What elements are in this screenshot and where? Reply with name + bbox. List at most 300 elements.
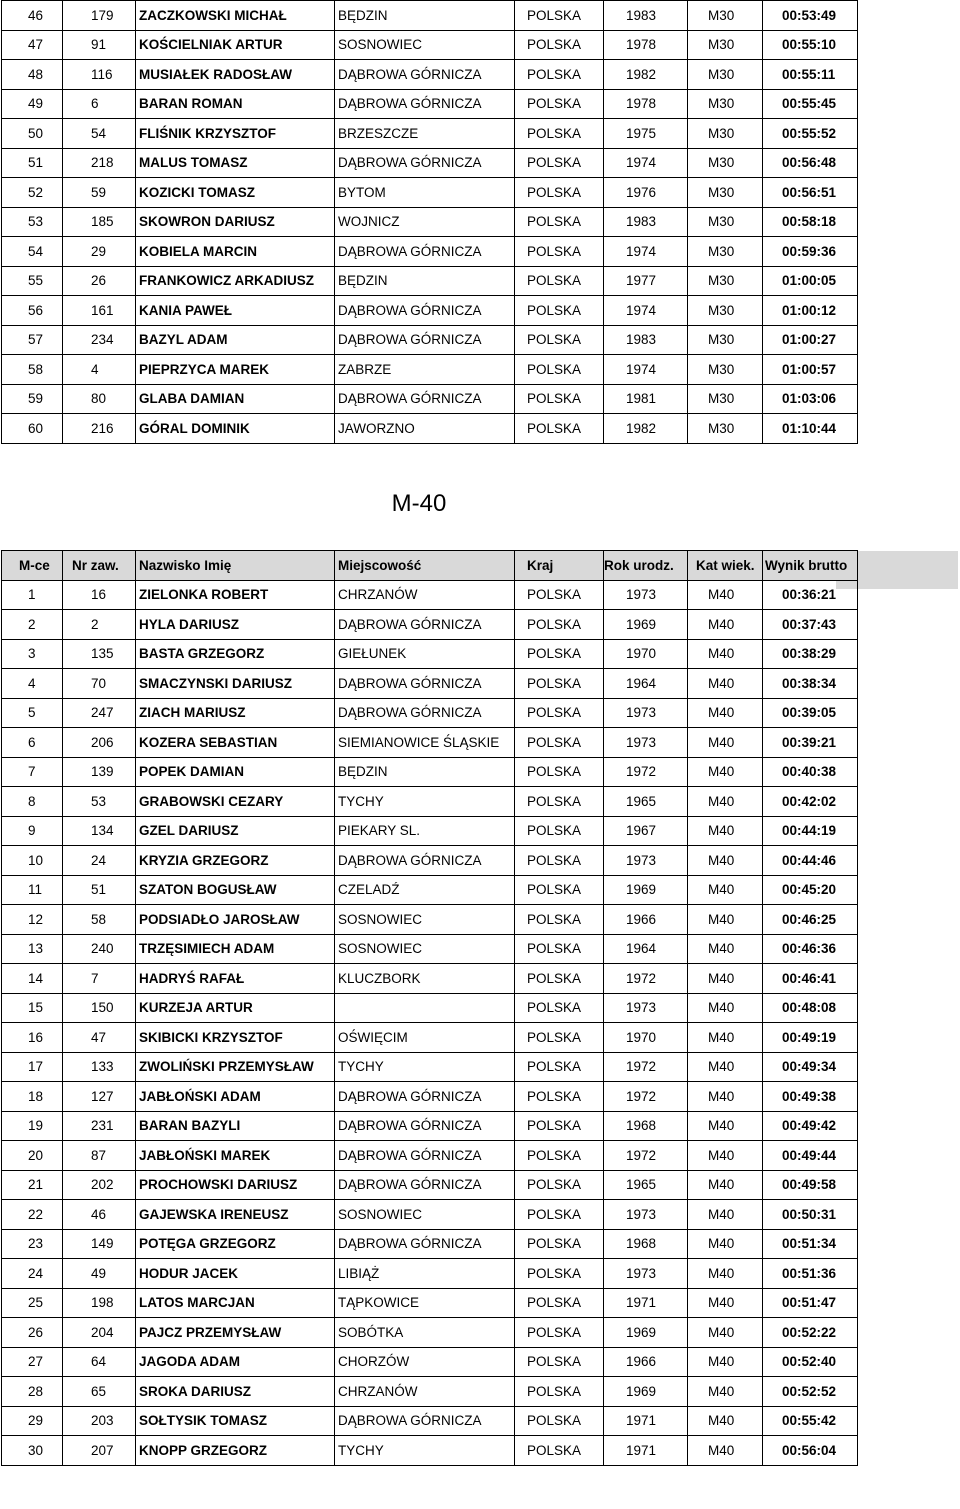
cell-place: 52 <box>2 178 63 208</box>
cell-category: M40 <box>688 787 763 817</box>
cell-country: POLSKA <box>515 1200 604 1230</box>
cell-place: 3 <box>2 639 63 669</box>
results-table-m30-body <box>2 1 858 444</box>
cell-number: 70 <box>63 669 136 699</box>
cell-name: HADRYŚ RAFAŁ <box>136 964 335 994</box>
cell-birth-year: 1971 <box>604 1406 688 1436</box>
cell-city: DĄBROWA GÓRNICZA <box>335 1141 515 1171</box>
cell-category: M30 <box>688 89 763 119</box>
table-row <box>2 119 858 149</box>
table-row <box>2 728 858 758</box>
cell-birth-year: 1971 <box>604 1436 688 1466</box>
cell-category: M40 <box>688 1229 763 1259</box>
cell-country: POLSKA <box>515 1377 604 1407</box>
cell-name: GLABA DAMIAN <box>136 384 335 414</box>
cell-category: M40 <box>688 1347 763 1377</box>
cell-name: SROKA DARIUSZ <box>136 1377 335 1407</box>
cell-country: POLSKA <box>515 934 604 964</box>
cell-city: SOSNOWIEC <box>335 1200 515 1230</box>
cell-time: 00:48:08 <box>763 993 858 1023</box>
cell-name: GZEL DARIUSZ <box>136 816 335 846</box>
table-row <box>2 1318 858 1348</box>
cell-time: 00:49:34 <box>763 1052 858 1082</box>
cell-country: POLSKA <box>515 1141 604 1171</box>
cell-category: M30 <box>688 266 763 296</box>
cell-place: 56 <box>2 296 63 326</box>
cell-category: M40 <box>688 1288 763 1318</box>
cell-number: 185 <box>63 207 136 237</box>
table-row <box>2 1200 858 1230</box>
cell-place: 19 <box>2 1111 63 1141</box>
table-row <box>2 384 858 414</box>
cell-birth-year: 1973 <box>604 1259 688 1289</box>
cell-country: POLSKA <box>515 1170 604 1200</box>
cell-city: WOJNICZ <box>335 207 515 237</box>
cell-category: M30 <box>688 178 763 208</box>
cell-birth-year: 1973 <box>604 993 688 1023</box>
table-row <box>2 1023 858 1053</box>
cell-category: M40 <box>688 698 763 728</box>
table-row <box>2 1347 858 1377</box>
table-row <box>2 1052 858 1082</box>
cell-category: M40 <box>688 905 763 935</box>
cell-name: KRYZIA GRZEGORZ <box>136 846 335 876</box>
cell-birth-year: 1969 <box>604 1377 688 1407</box>
cell-time: 00:55:10 <box>763 30 858 60</box>
cell-name: PIEPRZYCA MAREK <box>136 355 335 385</box>
cell-birth-year: 1972 <box>604 1141 688 1171</box>
cell-name: SKOWRON DARIUSZ <box>136 207 335 237</box>
cell-name: PODSIADŁO JAROSŁAW <box>136 905 335 935</box>
cell-city: ZABRZE <box>335 355 515 385</box>
cell-number: 150 <box>63 993 136 1023</box>
table-row <box>2 60 858 90</box>
cell-place: 5 <box>2 698 63 728</box>
cell-time: 01:00:05 <box>763 266 858 296</box>
cell-place: 49 <box>2 89 63 119</box>
cell-country: POLSKA <box>515 1259 604 1289</box>
cell-place: 8 <box>2 787 63 817</box>
cell-place: 30 <box>2 1436 63 1466</box>
cell-city: DĄBROWA GÓRNICZA <box>335 669 515 699</box>
cell-city: TĄPKOWICE <box>335 1288 515 1318</box>
cell-name: MALUS TOMASZ <box>136 148 335 178</box>
cell-place: 48 <box>2 60 63 90</box>
cell-city: SOBÓTKA <box>335 1318 515 1348</box>
cell-birth-year: 1978 <box>604 89 688 119</box>
cell-name: SMACZYNSKI DARIUSZ <box>136 669 335 699</box>
cell-category: M40 <box>688 639 763 669</box>
cell-time: 00:51:36 <box>763 1259 858 1289</box>
cell-number: 198 <box>63 1288 136 1318</box>
cell-name: JAGODA ADAM <box>136 1347 335 1377</box>
cell-name: KNOPP GRZEGORZ <box>136 1436 335 1466</box>
cell-place: 1 <box>2 580 63 610</box>
table-row <box>2 1082 858 1112</box>
cell-number: 231 <box>63 1111 136 1141</box>
cell-category: M30 <box>688 1 763 31</box>
cell-birth-year: 1967 <box>604 816 688 846</box>
cell-number: 139 <box>63 757 136 787</box>
table-header-row <box>2 551 858 581</box>
cell-city: CHRZANÓW <box>335 1377 515 1407</box>
table-row <box>2 1111 858 1141</box>
cell-birth-year: 1983 <box>604 207 688 237</box>
table-row <box>2 1377 858 1407</box>
cell-birth-year: 1974 <box>604 296 688 326</box>
cell-name: MUSIAŁEK RADOSŁAW <box>136 60 335 90</box>
cell-city: SOSNOWIEC <box>335 905 515 935</box>
cell-city: SOSNOWIEC <box>335 30 515 60</box>
cell-place: 21 <box>2 1170 63 1200</box>
table-row <box>2 964 858 994</box>
cell-city: DĄBROWA GÓRNICZA <box>335 237 515 267</box>
cell-time: 00:59:36 <box>763 237 858 267</box>
cell-country: POLSKA <box>515 207 604 237</box>
cell-time: 00:40:38 <box>763 757 858 787</box>
cell-number: 240 <box>63 934 136 964</box>
cell-city: BĘDZIN <box>335 266 515 296</box>
cell-name: KOBIELA MARCIN <box>136 237 335 267</box>
cell-place: 15 <box>2 993 63 1023</box>
cell-time: 00:51:47 <box>763 1288 858 1318</box>
table-row <box>2 1288 858 1318</box>
cell-place: 54 <box>2 237 63 267</box>
cell-time: 00:55:42 <box>763 1406 858 1436</box>
cell-name: PAJCZ PRZEMYSŁAW <box>136 1318 335 1348</box>
cell-place: 22 <box>2 1200 63 1230</box>
table-row <box>2 1141 858 1171</box>
cell-name: LATOS MARCJAN <box>136 1288 335 1318</box>
table-row <box>2 993 858 1023</box>
cell-category: M40 <box>688 669 763 699</box>
cell-birth-year: 1983 <box>604 1 688 31</box>
cell-category: M40 <box>688 728 763 758</box>
cell-country: POLSKA <box>515 1111 604 1141</box>
cell-birth-year: 1975 <box>604 119 688 149</box>
table-row <box>2 207 858 237</box>
cell-category: M30 <box>688 355 763 385</box>
cell-country: POLSKA <box>515 993 604 1023</box>
cell-birth-year: 1966 <box>604 1347 688 1377</box>
cell-time: 00:44:46 <box>763 846 858 876</box>
cell-category: M40 <box>688 580 763 610</box>
cell-city: BĘDZIN <box>335 757 515 787</box>
cell-number: 4 <box>63 355 136 385</box>
cell-name: KOZERA SEBASTIAN <box>136 728 335 758</box>
cell-birth-year: 1973 <box>604 580 688 610</box>
cell-birth-year: 1974 <box>604 355 688 385</box>
cell-name: SZATON BOGUSŁAW <box>136 875 335 905</box>
cell-category: M30 <box>688 207 763 237</box>
cell-category: M40 <box>688 1082 763 1112</box>
cell-city: CZELADŹ <box>335 875 515 905</box>
cell-city: DĄBROWA GÓRNICZA <box>335 846 515 876</box>
cell-category: M40 <box>688 1377 763 1407</box>
cell-time: 00:46:25 <box>763 905 858 935</box>
cell-time: 00:42:02 <box>763 787 858 817</box>
table-row <box>2 325 858 355</box>
cell-number: 49 <box>63 1259 136 1289</box>
cell-birth-year: 1982 <box>604 60 688 90</box>
cell-country: POLSKA <box>515 787 604 817</box>
cell-number: 24 <box>63 846 136 876</box>
cell-birth-year: 1973 <box>604 698 688 728</box>
cell-name: GÓRAL DOMINIK <box>136 414 335 444</box>
cell-time: 00:50:31 <box>763 1200 858 1230</box>
cell-birth-year: 1974 <box>604 237 688 267</box>
cell-number: 91 <box>63 30 136 60</box>
cell-name: ZIELONKA ROBERT <box>136 580 335 610</box>
cell-birth-year: 1968 <box>604 1229 688 1259</box>
cell-city <box>335 993 515 1023</box>
cell-name: POPEK DAMIAN <box>136 757 335 787</box>
cell-place: 55 <box>2 266 63 296</box>
cell-place: 53 <box>2 207 63 237</box>
cell-category: M30 <box>688 296 763 326</box>
cell-name: FLIŚNIK KRZYSZTOF <box>136 119 335 149</box>
cell-birth-year: 1970 <box>604 639 688 669</box>
table-row <box>2 1436 858 1466</box>
cell-time: 00:46:41 <box>763 964 858 994</box>
cell-city: DĄBROWA GÓRNICZA <box>335 296 515 326</box>
table-row <box>2 669 858 699</box>
cell-time: 01:00:27 <box>763 325 858 355</box>
cell-place: 6 <box>2 728 63 758</box>
cell-city: JAWORZNO <box>335 414 515 444</box>
cell-name: FRANKOWICZ ARKADIUSZ <box>136 266 335 296</box>
cell-time: 00:46:36 <box>763 934 858 964</box>
cell-birth-year: 1969 <box>604 875 688 905</box>
cell-country: POLSKA <box>515 148 604 178</box>
cell-city: DĄBROWA GÓRNICZA <box>335 610 515 640</box>
cell-country: POLSKA <box>515 1 604 31</box>
cell-name: POTĘGA GRZEGORZ <box>136 1229 335 1259</box>
cell-number: 149 <box>63 1229 136 1259</box>
cell-time: 00:55:52 <box>763 119 858 149</box>
cell-city: TYCHY <box>335 1052 515 1082</box>
cell-name: ZIACH MARIUSZ <box>136 698 335 728</box>
cell-time: 00:38:34 <box>763 669 858 699</box>
cell-name: JABŁOŃSKI ADAM <box>136 1082 335 1112</box>
cell-birth-year: 1965 <box>604 787 688 817</box>
cell-category: M40 <box>688 964 763 994</box>
cell-category: M40 <box>688 993 763 1023</box>
cell-birth-year: 1973 <box>604 846 688 876</box>
cell-country: POLSKA <box>515 1082 604 1112</box>
cell-time: 00:53:49 <box>763 1 858 31</box>
cell-place: 10 <box>2 846 63 876</box>
results-table-m40 <box>1 550 858 1466</box>
cell-country: POLSKA <box>515 89 604 119</box>
cell-city: DĄBROWA GÓRNICZA <box>335 1111 515 1141</box>
cell-category: M40 <box>688 757 763 787</box>
cell-place: 14 <box>2 964 63 994</box>
cell-place: 60 <box>2 414 63 444</box>
cell-name: ZACZKOWSKI MICHAŁ <box>136 1 335 31</box>
cell-number: 54 <box>63 119 136 149</box>
cell-number: 116 <box>63 60 136 90</box>
cell-number: 204 <box>63 1318 136 1348</box>
cell-category: M40 <box>688 1141 763 1171</box>
cell-place: 23 <box>2 1229 63 1259</box>
cell-category: M30 <box>688 325 763 355</box>
cell-number: 206 <box>63 728 136 758</box>
cell-name: PROCHOWSKI DARIUSZ <box>136 1170 335 1200</box>
table-row <box>2 698 858 728</box>
cell-place: 51 <box>2 148 63 178</box>
cell-name: ZWOLIŃSKI PRZEMYSŁAW <box>136 1052 335 1082</box>
cell-time: 00:45:20 <box>763 875 858 905</box>
cell-place: 28 <box>2 1377 63 1407</box>
cell-time: 01:00:57 <box>763 355 858 385</box>
cell-place: 16 <box>2 1023 63 1053</box>
cell-time: 00:52:52 <box>763 1377 858 1407</box>
cell-city: GIEŁUNEK <box>335 639 515 669</box>
cell-birth-year: 1978 <box>604 30 688 60</box>
cell-time: 00:49:42 <box>763 1111 858 1141</box>
table-row <box>2 414 858 444</box>
table-row <box>2 148 858 178</box>
cell-name: GRABOWSKI CEZARY <box>136 787 335 817</box>
cell-number: 29 <box>63 237 136 267</box>
cell-name: HYLA DARIUSZ <box>136 610 335 640</box>
cell-place: 24 <box>2 1259 63 1289</box>
cell-place: 9 <box>2 816 63 846</box>
table-row <box>2 178 858 208</box>
cell-birth-year: 1971 <box>604 1288 688 1318</box>
cell-country: POLSKA <box>515 384 604 414</box>
cell-number: 87 <box>63 1141 136 1171</box>
cell-birth-year: 1972 <box>604 1082 688 1112</box>
cell-country: POLSKA <box>515 610 604 640</box>
cell-category: M40 <box>688 846 763 876</box>
cell-category: M40 <box>688 1436 763 1466</box>
cell-number: 133 <box>63 1052 136 1082</box>
cell-birth-year: 1982 <box>604 414 688 444</box>
cell-number: 179 <box>63 1 136 31</box>
header-name: Nazwisko Imię <box>136 551 335 581</box>
cell-place: 2 <box>2 610 63 640</box>
cell-country: POLSKA <box>515 1347 604 1377</box>
table-row <box>2 89 858 119</box>
cell-country: POLSKA <box>515 639 604 669</box>
cell-city: LIBIĄŻ <box>335 1259 515 1289</box>
cell-time: 00:44:19 <box>763 816 858 846</box>
cell-category: M40 <box>688 934 763 964</box>
cell-country: POLSKA <box>515 1406 604 1436</box>
cell-number: 16 <box>63 580 136 610</box>
cell-time: 01:00:12 <box>763 296 858 326</box>
cell-category: M40 <box>688 1259 763 1289</box>
cell-country: POLSKA <box>515 728 604 758</box>
cell-birth-year: 1972 <box>604 757 688 787</box>
cell-name: GAJEWSKA IRENEUSZ <box>136 1200 335 1230</box>
cell-number: 135 <box>63 639 136 669</box>
cell-name: KURZEJA ARTUR <box>136 993 335 1023</box>
cell-birth-year: 1968 <box>604 1111 688 1141</box>
section-title: M-40 <box>391 490 447 517</box>
cell-time: 01:10:44 <box>763 414 858 444</box>
cell-time: 00:39:05 <box>763 698 858 728</box>
table-row <box>2 1 858 31</box>
cell-city: DĄBROWA GÓRNICZA <box>335 698 515 728</box>
cell-city: SIEMIANOWICE ŚLĄSKIE <box>335 728 515 758</box>
cell-country: POLSKA <box>515 1023 604 1053</box>
cell-time: 00:55:45 <box>763 89 858 119</box>
cell-number: 161 <box>63 296 136 326</box>
table-row <box>2 237 858 267</box>
cell-country: POLSKA <box>515 698 604 728</box>
cell-number: 46 <box>63 1200 136 1230</box>
cell-time: 00:52:22 <box>763 1318 858 1348</box>
cell-category: M40 <box>688 1052 763 1082</box>
cell-city: DĄBROWA GÓRNICZA <box>335 1406 515 1436</box>
cell-category: M30 <box>688 384 763 414</box>
cell-city: DĄBROWA GÓRNICZA <box>335 148 515 178</box>
cell-category: M30 <box>688 148 763 178</box>
cell-city: TYCHY <box>335 1436 515 1466</box>
cell-birth-year: 1966 <box>604 905 688 935</box>
cell-number: 7 <box>63 964 136 994</box>
cell-number: 80 <box>63 384 136 414</box>
table-row <box>2 1406 858 1436</box>
cell-city: DĄBROWA GÓRNICZA <box>335 89 515 119</box>
cell-time: 00:49:19 <box>763 1023 858 1053</box>
cell-place: 57 <box>2 325 63 355</box>
cell-place: 58 <box>2 355 63 385</box>
table-row <box>2 934 858 964</box>
cell-time: 00:36:21 <box>763 580 858 610</box>
cell-city: DĄBROWA GÓRNICZA <box>335 325 515 355</box>
cell-name: SKIBICKI KRZYSZTOF <box>136 1023 335 1053</box>
cell-name: BARAN BAZYLI <box>136 1111 335 1141</box>
table-row <box>2 905 858 935</box>
cell-name: BASTA GRZEGORZ <box>136 639 335 669</box>
cell-city: DĄBROWA GÓRNICZA <box>335 1229 515 1259</box>
cell-birth-year: 1964 <box>604 934 688 964</box>
cell-place: 4 <box>2 669 63 699</box>
header-city: Miejscowość <box>335 551 515 581</box>
cell-birth-year: 1972 <box>604 964 688 994</box>
cell-category: M40 <box>688 1170 763 1200</box>
cell-name: HODUR JACEK <box>136 1259 335 1289</box>
cell-birth-year: 1973 <box>604 1200 688 1230</box>
cell-city: OŚWIĘCIM <box>335 1023 515 1053</box>
cell-birth-year: 1973 <box>604 728 688 758</box>
cell-number: 2 <box>63 610 136 640</box>
cell-city: DĄBROWA GÓRNICZA <box>335 1082 515 1112</box>
cell-city: CHORZÓW <box>335 1347 515 1377</box>
cell-place: 59 <box>2 384 63 414</box>
cell-category: M40 <box>688 1023 763 1053</box>
cell-category: M30 <box>688 60 763 90</box>
table-row <box>2 875 858 905</box>
cell-country: POLSKA <box>515 119 604 149</box>
cell-category: M40 <box>688 875 763 905</box>
cell-time: 00:56:04 <box>763 1436 858 1466</box>
table-row <box>2 757 858 787</box>
results-table-m30 <box>1 0 858 444</box>
cell-time: 00:39:21 <box>763 728 858 758</box>
cell-category: M30 <box>688 30 763 60</box>
cell-number: 127 <box>63 1082 136 1112</box>
cell-country: POLSKA <box>515 1318 604 1348</box>
cell-country: POLSKA <box>515 355 604 385</box>
cell-name: BAZYL ADAM <box>136 325 335 355</box>
cell-name: SOŁTYSIK TOMASZ <box>136 1406 335 1436</box>
cell-city: KLUCZBORK <box>335 964 515 994</box>
